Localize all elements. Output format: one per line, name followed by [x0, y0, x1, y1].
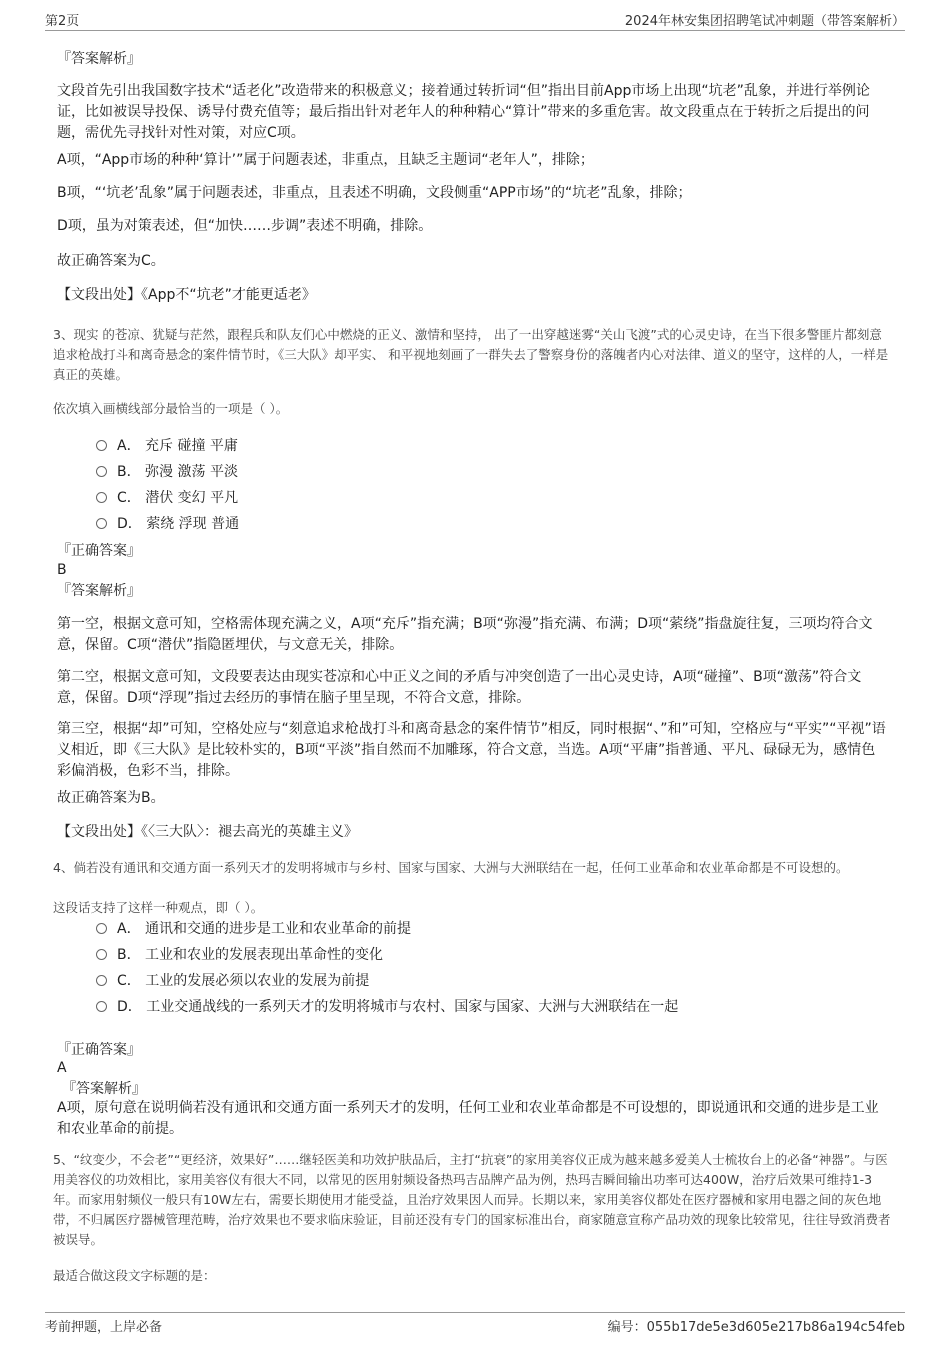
q2-analysis-option-d: D项，虽为对策表述，但“加快……步调”表述不明确，排除。 [57, 218, 433, 234]
q4-analysis-paragraph: A项，原句意在说明倘若没有通讯和交通方面一系列天才的发明，任何工业和农业革命都是不可设想的，即说通讯和交通的进步是工业和农业革命的前提。 [57, 1100, 879, 1137]
q5-prompt: 最适合做这段文字标题的是： [53, 1268, 216, 1283]
radio-icon[interactable] [96, 1001, 107, 1012]
q3-option-d[interactable]: D． 萦绕 浮现 普通 [96, 514, 239, 534]
q4-option-a[interactable]: A． 通讯和交通的进步是工业和农业革命的前提 [96, 919, 411, 939]
q2-conclusion: 故正确答案为C。 [57, 253, 165, 269]
q3-analysis-blank-3: 第三空，根据“却”可知，空格处应与“刻意追求枪战打斗和离奇悬念的案件情节”相反，同时根据“、”和”可知，空格应与“平实”“平视”语义相近，即《三大队》是比较朴实的，B项“平淡”指自然而不加雕琢，符合文意，当选。A项“平庸”指普通、平凡、碌碌无为，感情色彩偏消极，色彩不当，排除。 [57, 721, 886, 779]
radio-icon[interactable] [96, 975, 107, 986]
q4-prompt: 这段话支持了这样一种观点，即（ ）。 [53, 900, 264, 915]
q3-analysis-blank-1: 第一空，根据文意可知，空格需体现充满之义，A项“充斥”指充满；B项“弥漫”指充满、布满；D项“萦绕”指盘旋往复，三项均符合文意，保留。C项“潜伏”指隐匿埋伏，与文意无关，排除。 [57, 616, 873, 653]
q2-source: 【文段出处】《App不“坑老”才能更适老》 [57, 287, 316, 303]
radio-icon[interactable] [96, 466, 107, 477]
q3-conclusion: 故正确答案为B。 [57, 790, 165, 806]
q3-option-c[interactable]: C． 潜伏 变幻 平凡 [96, 488, 238, 508]
q4-stem: 4、倘若没有通讯和交通方面一系列天才的发明将城市与乡村、国家与国家、大洲与大洲联结在一起，任何工业革命和农业革命都是不可设想的。 [53, 860, 849, 875]
q4-option-d[interactable]: D． 工业交通战线的一系列天才的发明将城市与农村、国家与国家、大洲与大洲联结在一起 [96, 997, 678, 1017]
q4-option-b[interactable]: B． 工业和农业的发展表现出革命性的变化 [96, 945, 383, 965]
q3-analysis-blank-2: 第二空，根据文意可知，文段要表达由现实苍凉和心中正义之间的矛盾与冲突创造了一出心灵史诗，A项“碰撞”、B项“激荡”符合文意，保留。D项“浮现”指过去经历的事情在脑子里呈现，不符合文意，排除。 [57, 669, 862, 706]
q5-stem: 5、“纹变少，不会老”“更经济，效果好”……继轻医美和功效护肤品后，主打“抗衰”的家用美容仪正成为越来越多爱美人士梳妆台上的必备“神器”。与医用美容仪的功效相比，家用美容仪有很大不同，以常见的医用射频设备热玛吉品牌产品为例，热玛吉瞬间输出功率可达400W，治疗后效果可维持1-3年。而家用射频仪一般只有10W左右，需要长期使用才能受益，且治疗效果因人而异。长期以来，家用美容仪都处在医疗器械和家用电器之间的灰色地带，不归属医疗器械管理范畴，治疗效果也不要求临床验证，目前还没有专门的国家标准出台，商家随意宣称产品功效的现象比较常见，往往导致消费者被误导。 [53, 1152, 891, 1247]
q3-prompt: 依次填入画横线部分最恰当的一项是（ ）。 [53, 401, 289, 416]
q3-option-b[interactable]: B． 弥漫 激荡 平淡 [96, 462, 238, 482]
radio-icon[interactable] [96, 949, 107, 960]
q4-answer: A [57, 1060, 67, 1076]
q3-answer-mark: 『正确答案』 [57, 543, 141, 559]
radio-icon[interactable] [96, 518, 107, 529]
footer-serial: 编号：055b17de5e3d605e217b86a194c54feb [607, 1320, 905, 1335]
page-footer [45, 1312, 905, 1335]
q2-analysis-mark: 『答案解析』 [57, 51, 141, 67]
radio-icon[interactable] [96, 923, 107, 934]
page-number: 第2页 [45, 14, 80, 29]
q3-option-a[interactable]: A． 充斥 碰撞 平庸 [96, 436, 238, 456]
q3-source: 【文段出处】《〈三大队〉：褪去高光的英雄主义》 [57, 824, 358, 840]
q4-analysis-mark: 『答案解析』 [62, 1081, 146, 1097]
q3-analysis-mark: 『答案解析』 [57, 583, 141, 599]
q3-stem: 3、现实 的苍凉、犹疑与茫然，跟程兵和队友们心中燃烧的正义、激情和坚持， 出了一出穿越迷雾“关山飞渡”式的心灵史诗，在当下很多警匪片都刻意追求枪战打斗和离奇悬念的案件情节时，《三大队》却平实、 和平视地刻画了一群失去了警察身份的落魄者内心对法律、道义的坚守，这样的人，一样是真正的英雄。 [53, 327, 889, 382]
q2-analysis-option-b: B项，“‘坑老’乱象”属于问题表述，非重点，且表述不明确，文段侧重“APP市场”的“坑老”乱象，排除； [57, 185, 692, 201]
document-title: 2024年林安集团招聘笔试冲刺题（带答案解析） [624, 14, 905, 29]
q4-option-c[interactable]: C． 工业的发展必须以农业的发展为前提 [96, 971, 369, 991]
q3-answer: B [57, 562, 67, 578]
radio-icon[interactable] [96, 440, 107, 451]
q2-analysis-paragraph: 文段首先引出我国数字技术“适老化”改造带来的积极意义；接着通过转折词“但”指出目前App市场上出现“坑老”乱象，并进行举例论证，比如被误导投保、诱导付费充值等；最后指出针对老年人的种种精心“算计”带来的多重危害。故文段重点在于转折之后提出的问题，需优先寻找针对性对策，对应C项。 [57, 83, 870, 141]
radio-icon[interactable] [96, 492, 107, 503]
q2-analysis-option-a: A项，“App市场的种种‘算计’”属于问题表述，非重点，且缺乏主题词“老年人”，排除； [57, 152, 594, 168]
page-header [45, 8, 905, 31]
q4-answer-mark: 『正确答案』 [57, 1042, 141, 1058]
footer-slogan: 考前押题，上岸必备 [45, 1320, 163, 1335]
